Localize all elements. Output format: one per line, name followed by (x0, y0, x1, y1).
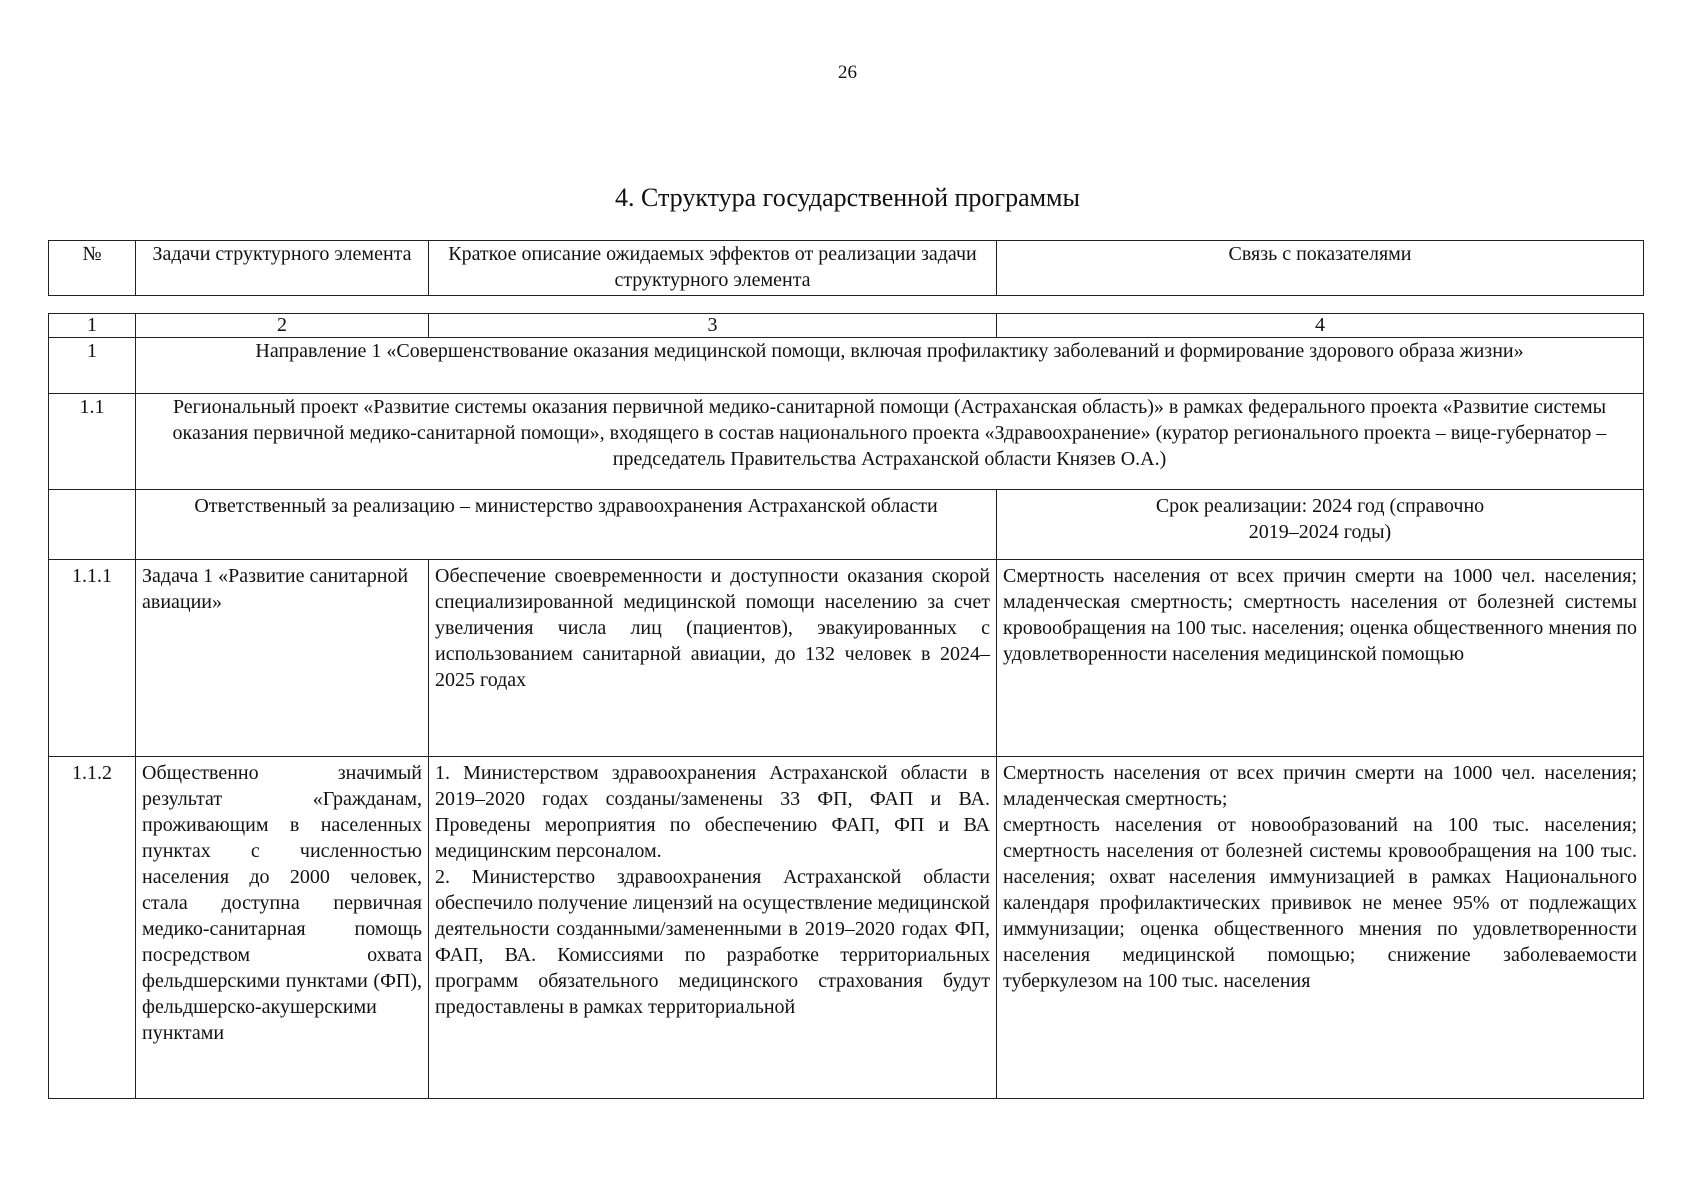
task-indicators: Смертность населения от всех причин смерти на 1000 чел. населения; младенческая смертность; смертность населения от новообразований на 100 тыс. населения; смертность населения от болезней системы кровообращения на 100 тыс. населения; охват населения иммунизацией в рамках Национального календаря профилактических прививок не менее 95% от подлежащих иммунизации; оценка общественного мнения по удовлетворенности населения медицинской помощью; снижение заболеваемости туберкулезом на 100 тыс. населения (997, 757, 1644, 1099)
header-number: № (49, 241, 136, 296)
column-number-row (49, 314, 1644, 338)
implementation-period: Срок реализации: 2024 год (справочно 2019–2024 годы) (997, 490, 1644, 560)
task-title: Задача 1 «Развитие санитарной авиации» (136, 560, 429, 757)
task-indicators: Смертность населения от всех причин смерти на 1000 чел. населения; младенческая смертность; смертность населения от болезней системы кровообращения на 100 тыс. населения; оценка общественного мнения по удовлетворенности населения медицинской помощью (997, 560, 1644, 757)
table-row (49, 560, 1644, 757)
task-number: 1.1.1 (49, 560, 136, 757)
column-number: 4 (997, 314, 1644, 338)
task-number: 1.1.2 (49, 757, 136, 1099)
responsible-row (49, 490, 1644, 560)
table-row (49, 757, 1644, 1099)
task-effects: 1. Министерством здравоохранения Астраханской области в 2019–2020 годах созданы/заменены 33 ФП, ФАП и ВА. Проведены мероприятия по обеспечению ФАП, ФП и ВА медицинским персоналом. 2. Министерство здравоохранения Астраханской области обеспечило получение лицензий на осуществление медицинской деятельности созданными/замененными в 2019–2020 годах ФП, ФАП, ВА. Комиссиями по разработке территориальных программ обязательного медицинского страхования будут предоставлены в рамках территориальной (429, 757, 997, 1099)
project-row (49, 394, 1644, 490)
header-task: Задачи структурного элемента (136, 241, 429, 296)
direction-text: Направление 1 «Совершенствование оказания медицинской помощи, включая профилактику заболеваний и формирование здорового образа жизни» (136, 338, 1644, 394)
project-number: 1.1 (49, 394, 136, 490)
responsible-ministry: Ответственный за реализацию – министерство здравоохранения Астраханской области (136, 490, 997, 560)
responsible-empty-cell (49, 490, 136, 560)
header-effects: Краткое описание ожидаемых эффектов от реализации задачи структурного элемента (429, 241, 997, 296)
table-header (48, 240, 1644, 296)
header-indicators: Связь с показателями (997, 241, 1644, 296)
section-title: 4. Структура государственной программы (615, 183, 1080, 212)
column-number: 2 (136, 314, 429, 338)
structure-table (48, 313, 1644, 1099)
column-number: 1 (49, 314, 136, 338)
direction-number: 1 (49, 338, 136, 394)
project-text: Региональный проект «Развитие системы оказания первичной медико-санитарной помощи (Астраханская область)» в рамках федерального проекта «Развитие системы оказания первичной медико-санитарной помощи», входящего в состав национального проекта «Здравоохранение» (куратор регионального проекта – вице-губернатор – председатель Правительства Астраханской области Князев О.А.) (136, 394, 1644, 490)
column-number: 3 (429, 314, 997, 338)
direction-row (49, 338, 1644, 394)
task-effects: Обеспечение своевременности и доступности оказания скорой специализированной медицинской помощи населению за счет увеличения числа лиц (пациентов), эвакуированных с использованием санитарной авиации, до 132 человек в 2024–2025 годах (429, 560, 997, 757)
page-number: 26 (838, 62, 857, 83)
task-title: Общественно значимый результат «Гражданам, проживающим в населенных пунктах с численностью населения до 2000 человек, стала доступна первичная медико-санитарная помощь посредством охвата фельдшерскими пунктами (ФП), фельдшерско-акушерскими пунктами (136, 757, 429, 1099)
